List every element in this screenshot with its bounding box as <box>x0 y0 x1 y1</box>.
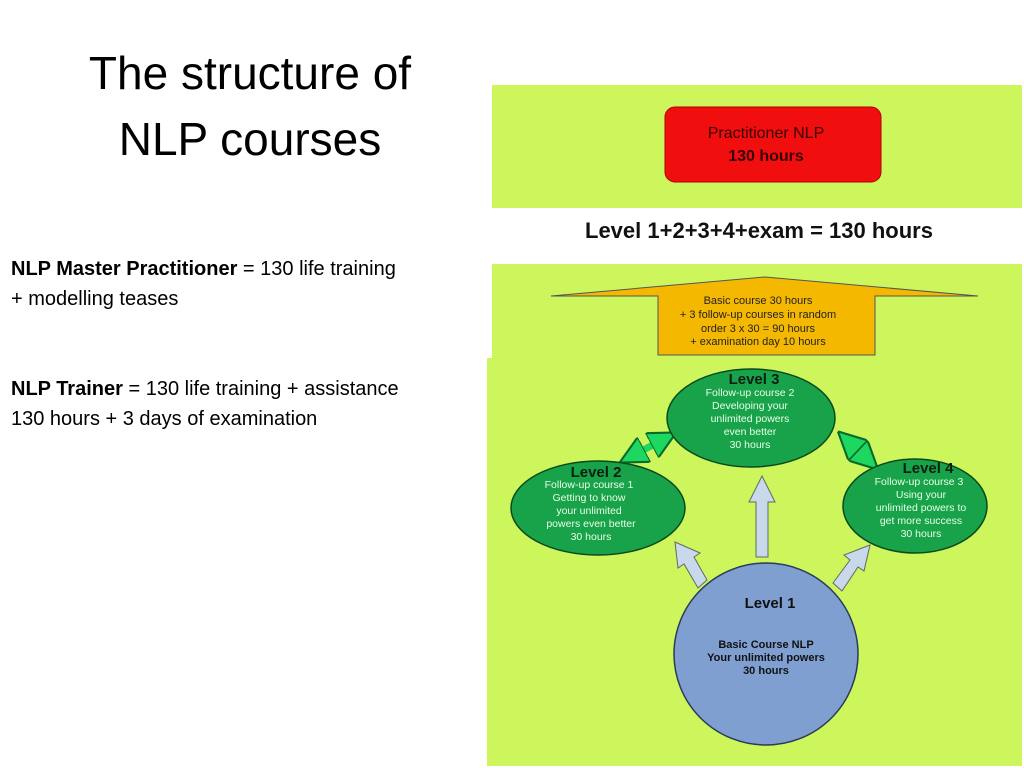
basic-arrow-line-2: + 3 follow-up courses in random <box>679 309 837 321</box>
master-practitioner-text-1: = 130 life training <box>237 258 396 280</box>
level1-line-1: Basic Course NLP <box>718 639 814 651</box>
level2-line-3: your unlimited <box>556 505 622 517</box>
equation-text: Level 1+2+3+4+exam = 130 hours <box>585 218 933 243</box>
level3-line-3: unlimited powers <box>710 413 790 425</box>
level2-line-1: Follow-up course 1 <box>544 479 634 491</box>
level1-line-2: Your unlimited powers <box>707 652 825 664</box>
level2-title: Level 2 <box>570 464 622 481</box>
level2-line-4: powers even better <box>546 518 636 530</box>
level1-line-3: 30 hours <box>743 665 789 677</box>
master-practitioner-term: NLP Master Practitioner <box>11 258 238 280</box>
level1-title: Level 1 <box>744 595 796 612</box>
level2-line-5: 30 hours <box>570 531 612 543</box>
basic-arrow-line-3: order 3 x 30 = 90 hours <box>700 323 816 335</box>
level4-line-1: Follow-up course 3 <box>874 476 964 488</box>
master-practitioner-text-2: + modelling teases <box>11 288 179 310</box>
practitioner-title: Practitioner NLP <box>707 125 825 142</box>
basic-arrow-line-1: Basic course 30 hours <box>703 295 813 307</box>
level3-line-1: Follow-up course 2 <box>705 387 795 399</box>
practitioner-box <box>665 107 881 182</box>
level4-title: Level 4 <box>902 460 954 477</box>
level3-title: Level 3 <box>728 371 780 388</box>
level3-line-2: Developing your <box>712 400 788 412</box>
level3-line-5: 30 hours <box>729 439 771 451</box>
level4-line-4: get more success <box>879 515 963 527</box>
level3-line-4: even better <box>723 426 777 438</box>
level4-line-2: Using your <box>895 489 947 501</box>
level2-line-2: Getting to know <box>552 492 626 504</box>
level4-line-3: unlimited powers to <box>875 502 967 514</box>
trainer-text-2: 130 hours + 3 days of examination <box>11 408 318 430</box>
slide-title-line-1: The structure of <box>88 47 412 99</box>
trainer-term: NLP Trainer <box>11 378 123 400</box>
basic-arrow-line-4: + examination day 10 hours <box>690 336 826 348</box>
trainer-text-1: = 130 life training + assistance <box>122 378 399 400</box>
practitioner-hours: 130 hours <box>728 148 804 165</box>
level4-line-5: 30 hours <box>900 528 942 540</box>
slide-title-line-2: NLP courses <box>118 113 382 165</box>
